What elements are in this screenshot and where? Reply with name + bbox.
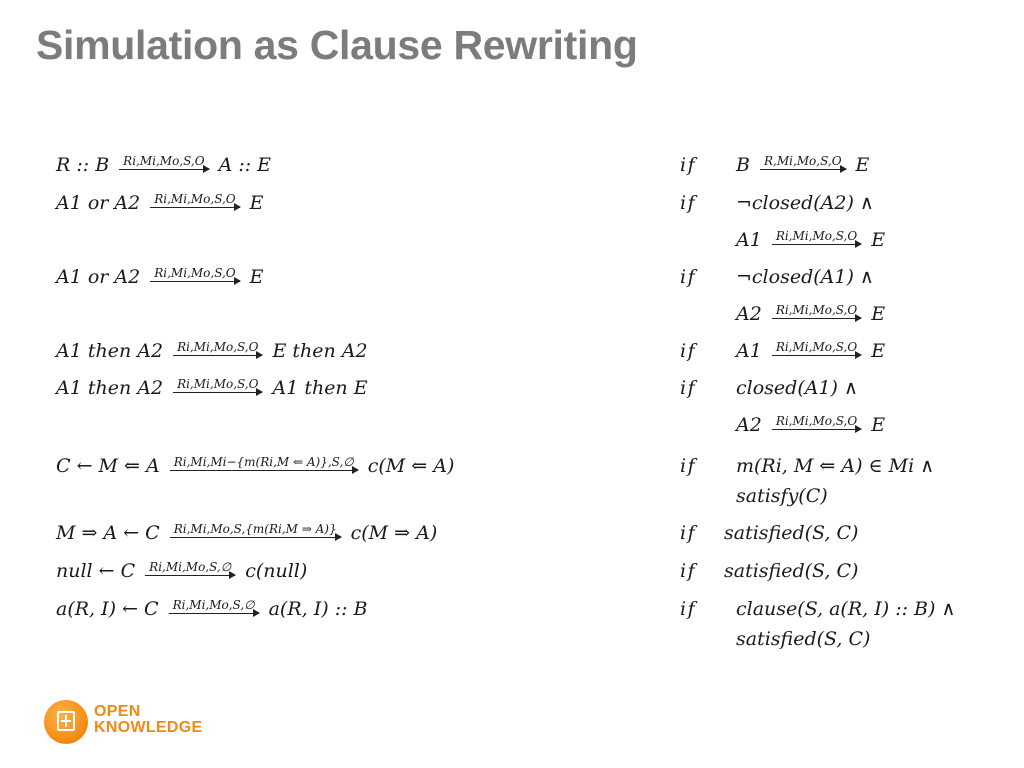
condition-pre: ¬closed(A1) ∧ — [736, 266, 874, 288]
transition-arrow — [772, 415, 861, 430]
logo-line-open: OPEN — [94, 703, 141, 720]
transition-arrow — [170, 523, 341, 538]
arrow-label: Ri,Mi,Mo,S,∅ — [172, 598, 255, 612]
rule-3-lhs-pre: A1 or A2 — [56, 266, 141, 288]
logo-line-knowledge: KNOWLEDGE — [94, 719, 203, 736]
arrow-label: Ri,Mi,Mo,S,O — [775, 229, 858, 243]
rule-2-condition-line-2 — [736, 229, 885, 251]
arrow-label: Ri,Mi,Mo,S,O — [775, 414, 858, 428]
rewrite-rule-2 — [0, 188, 1024, 222]
condition-pre: closed(A1) ∧ — [736, 377, 858, 399]
rule-3-lhs — [56, 266, 264, 288]
rule-4-lhs-post: E then A2 — [272, 340, 368, 362]
if-keyword: if — [680, 377, 697, 399]
transition-arrow — [119, 155, 208, 170]
arrow-label: Ri,Mi,Mo,S,O — [154, 192, 236, 206]
condition-post: E — [871, 229, 886, 251]
rule-8-lhs-post: c(null) — [245, 560, 308, 582]
arrow-label: Ri,Mi,Mo,S,O — [775, 303, 858, 317]
arrow-label: Ri,Mi,Mo,S,O — [123, 154, 205, 168]
arrow-label: Ri,Mi,Mo,S,O — [775, 340, 858, 354]
arrow-label: Ri,Mi,Mi−{m(Ri,M ⇐ A)},S,∅ — [173, 455, 354, 469]
rewrite-rule-4 — [0, 336, 1024, 370]
transition-arrow — [772, 230, 861, 245]
rule-4-condition — [736, 340, 885, 362]
rule-8-lhs — [56, 560, 307, 582]
rule-5-lhs-pre: A1 then A2 — [56, 377, 164, 399]
rule-5-condition-line-1 — [736, 377, 858, 399]
arrow-label: Ri,Mi,Mo,S,∅ — [149, 560, 232, 574]
condition-pre: B — [736, 154, 750, 176]
open-knowledge-logo-icon — [44, 700, 88, 744]
condition-pre: clause(S, a(R, I) :: B) ∧ — [736, 598, 956, 620]
condition-pre: satisfy(C) — [736, 485, 828, 507]
rewrite-rule-7 — [0, 518, 1024, 552]
transition-arrow — [173, 341, 262, 356]
rule-9-lhs-post: a(R, I) :: B — [268, 598, 368, 620]
rule-1-lhs-post: A :: E — [218, 154, 272, 176]
transition-arrow — [772, 304, 861, 319]
rule-9-condition-line-1 — [736, 598, 955, 620]
rule-6-lhs-post: c(M ⇐ A) — [367, 455, 455, 477]
transition-arrow — [169, 599, 259, 614]
transition-arrow — [150, 267, 239, 282]
rule-9-lhs — [56, 598, 368, 620]
transition-arrow — [772, 341, 861, 356]
rewrite-rule-9 — [0, 594, 1024, 628]
condition-pre: satisfied(S, C) — [724, 560, 859, 582]
rule-3-lhs-post: E — [249, 266, 264, 288]
if-keyword: if — [680, 340, 697, 362]
condition-pre: A2 — [736, 414, 762, 436]
condition-post: E — [871, 340, 886, 362]
open-knowledge-logo — [44, 698, 234, 748]
rule-1-condition — [736, 154, 869, 176]
rule-7-lhs-post: c(M ⇒ A) — [350, 522, 438, 544]
rule-5-lhs — [56, 377, 368, 399]
rule-4-lhs — [56, 340, 368, 362]
condition-pre: A1 — [736, 229, 762, 251]
rule-3-condition-line-2 — [736, 303, 885, 325]
if-keyword: if — [680, 560, 697, 582]
rule-6-lhs — [56, 455, 454, 477]
rule-6-condition-line-2 — [736, 485, 828, 507]
rule-1-lhs-pre: R :: B — [56, 154, 110, 176]
rule-7-lhs-pre: M ⇒ A ← C — [56, 522, 160, 544]
condition-post: E — [871, 414, 886, 436]
arrow-label: Ri,Mi,Mo,S,O — [177, 377, 259, 391]
transition-arrow — [760, 155, 846, 170]
transition-arrow — [173, 378, 262, 393]
arrow-label: Ri,Mi,Mo,S,{m(Ri,M ⇒ A)} — [173, 522, 337, 536]
rewrite-rule-8 — [0, 556, 1024, 590]
condition-post: E — [855, 154, 870, 176]
rule-8-condition — [724, 560, 858, 582]
rewrite-rule-5 — [0, 373, 1024, 407]
rule-5-lhs-post: A1 then E — [272, 377, 368, 399]
condition-pre: satisfied(S, C) — [724, 522, 859, 544]
transition-arrow — [145, 561, 235, 576]
rewrite-rule-9-cont — [0, 624, 1024, 658]
rule-6-lhs-pre: C ← M ⇐ A — [56, 455, 160, 477]
rule-2-lhs — [56, 192, 264, 214]
rewrite-rule-1 — [0, 150, 1024, 184]
condition-pre: A1 — [736, 340, 762, 362]
rewrite-rule-2-cont — [0, 225, 1024, 259]
if-keyword: if — [680, 455, 697, 477]
condition-pre: ¬closed(A2) ∧ — [736, 192, 874, 214]
transition-arrow — [150, 193, 239, 208]
condition-post: E — [871, 303, 886, 325]
rule-7-condition — [724, 522, 858, 544]
rewrite-rule-3 — [0, 262, 1024, 296]
rule-5-condition-line-2 — [736, 414, 885, 436]
rule-7-lhs — [56, 522, 437, 544]
arrow-label: R,Mi,Mo,S,O — [763, 154, 842, 168]
rule-2-lhs-pre: A1 or A2 — [56, 192, 141, 214]
if-keyword: if — [680, 598, 697, 620]
if-keyword: if — [680, 266, 697, 288]
rewrite-rule-5-cont — [0, 410, 1024, 444]
if-keyword: if — [680, 522, 697, 544]
arrow-label: Ri,Mi,Mo,S,O — [177, 340, 259, 354]
rule-4-lhs-pre: A1 then A2 — [56, 340, 164, 362]
rule-8-lhs-pre: null ← C — [56, 560, 136, 582]
rule-9-lhs-pre: a(R, I) ← C — [56, 598, 159, 620]
transition-arrow — [170, 456, 358, 471]
rule-9-condition-line-2 — [736, 628, 870, 650]
condition-pre: A2 — [736, 303, 762, 325]
if-keyword: if — [680, 154, 697, 176]
rewrite-rule-6 — [0, 451, 1024, 485]
arrow-label: Ri,Mi,Mo,S,O — [154, 266, 236, 280]
rewrite-rule-3-cont — [0, 299, 1024, 333]
rule-2-lhs-post: E — [249, 192, 264, 214]
slide-title: Simulation as Clause Rewriting — [36, 22, 638, 68]
rule-1-lhs — [56, 154, 271, 176]
rule-6-condition-line-1 — [736, 455, 934, 477]
condition-pre: m(Ri, M ⇐ A) ∈ Mi ∧ — [736, 455, 935, 477]
rule-2-condition-line-1 — [736, 192, 874, 214]
logo-wordmark — [94, 704, 202, 736]
rule-3-condition-line-1 — [736, 266, 874, 288]
if-keyword: if — [680, 192, 697, 214]
rewrite-rule-6-cont — [0, 481, 1024, 515]
condition-pre: satisfied(S, C) — [736, 628, 871, 650]
